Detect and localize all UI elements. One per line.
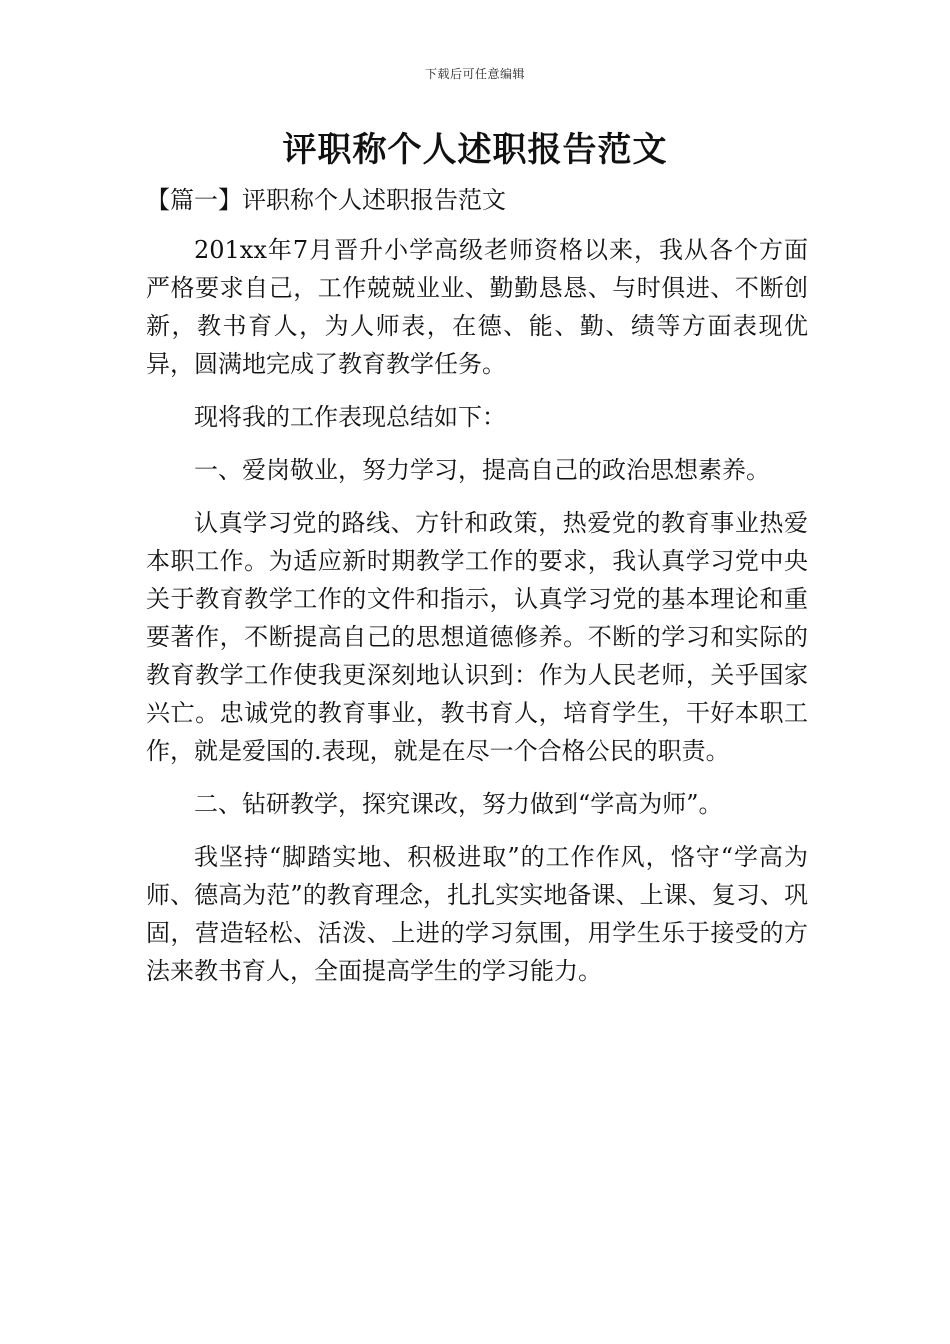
paragraph-intro: 201xx年7月晋升小学高级老师资格以来，我从各个方面严格要求自己，工作兢兢业业、勤勤恳恳、与时俱进、不断创新，教书育人，为人师表，在德、能、勤、绩等方面表现优异，圆满地完成了教育教学任务。 [146,236,808,378]
document-body [146,181,808,1005]
paragraph-point-two-heading: 二、钻研教学，探究课改，努力做到“学高为师”。 [194,790,723,818]
paragraph-point-one-heading: 一、爱岗敬业，努力学习，提高自己的政治思想素养。 [194,456,770,484]
paragraph-summary-lead: 现将我的工作表现总结如下： [194,403,506,431]
document-title: 评职称个人述职报告范文 [282,130,668,170]
section-heading: 【篇一】评职称个人述职报告范文 [146,186,506,214]
header-note: 下载后可任意编辑 [424,67,525,81]
paragraph-point-one-body: 认真学习党的路线、方针和政策，热爱党的教育事业热爱本职工作。为适应新时期教学工作的要求，我认真学习党中央关于教育教学工作的文件和指示，认真学习党的基本理论和重要著作，不断提高自己的思想道德修养。不断的学习和实际的教育教学工作使我更深刻地认识到：作为人民老师，关乎国家兴亡。忠诚党的教育事业，教书育人，培育学生，干好本职工作，就是爱国的.表现，就是在尽一个合格公民的职责。 [146,509,808,765]
paragraph-point-two-body: 我坚持“脚踏实地、积极进取”的工作作风，恪守“学高为师、德高为范”的教育理念，扎扎实实地备课、上课、复习、巩固，营造轻松、活泼、上进的学习氛围，用学生乐于接受的方法来教书育人，全面提高学生的学习能力。 [146,843,808,985]
